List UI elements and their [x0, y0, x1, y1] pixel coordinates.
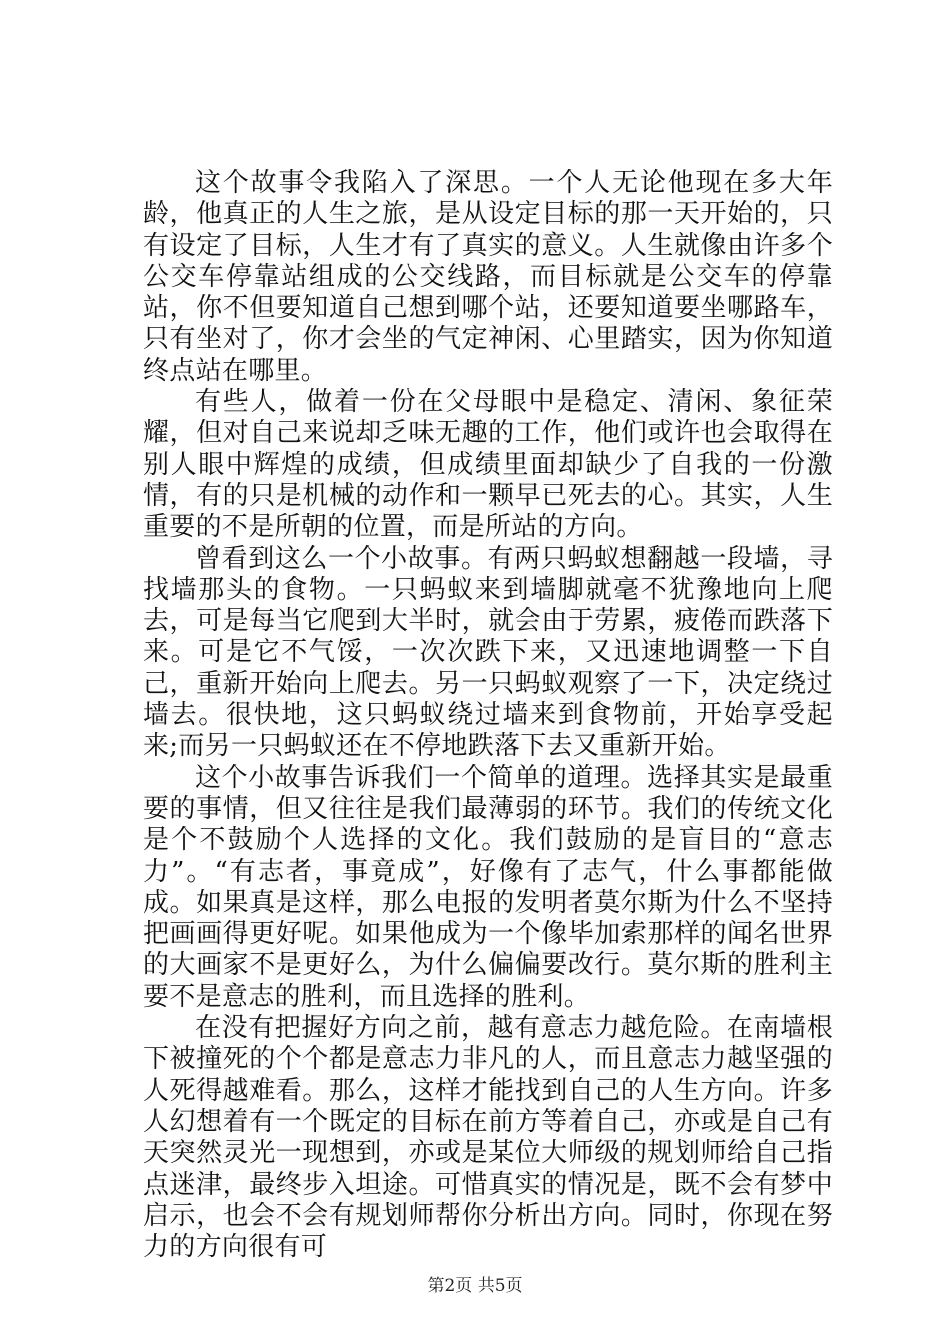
- paragraph-3: 曾看到这么一个小故事。有两只蚂蚁想翻越一段墙，寻找墙那头的食物。一只蚂蚁来到墙脚就毫不犹豫地向上爬去，可是每当它爬到大半时，就会由于劳累，疲倦而跌落下来。可是它不气馁，一次次跌下来，又迅速地调整一下自己，重新开始向上爬去。另一只蚂蚁观察了一下，决定绕过墙去。很快地，这只蚂蚁绕过墙来到食物前，开始享受起来;而另一只蚂蚁还在不停地跌落下去又重新开始。: [143, 543, 833, 762]
- paragraph-2: 有些人，做着一份在父母眼中是稳定、清闲、象征荣耀，但对自己来说却乏味无趣的工作，他们或许也会取得在别人眼中辉煌的成绩，但成绩里面却缺少了自我的一份激情，有的只是机械的动作和一颗早已死去的心。其实，人生重要的不是所朝的位置，而是所站的方向。: [143, 387, 833, 543]
- paragraph-4: 这个小故事告诉我们一个简单的道理。选择其实是最重要的事情，但又往往是我们最薄弱的环节。我们的传统文化是个不鼓励个人选择的文化。我们鼓励的是盲目的“意志力”。“有志者，事竟成”，好像有了志气，什么事都能做成。如果真是这样，那么电报的发明者莫尔斯为什么不坚持把画画得更好呢。如果他成为一个像毕加索那样的闻名世界的大画家不是更好么，为什么偏偏要改行。莫尔斯的胜利主要不是意志的胜利，而且选择的胜利。: [143, 762, 833, 1012]
- paragraph-5: 在没有把握好方向之前，越有意志力越危险。在南墙根下被撞死的个个都是意志力非凡的人，而且意志力越坚强的人死得越难看。那么，这样才能找到自己的人生方向。许多人幻想着有一个既定的目标在前方等着自己，亦或是自己有天突然灵光一现想到，亦或是某位大师级的规划师给自己指点迷津，最终步入坦途。可惜真实的情况是，既不会有梦中启示，也会不会有规划师帮你分析出方向。同时，你现在努力的方向很有可: [143, 1013, 833, 1263]
- paragraph-1: 这个故事令我陷入了深思。一个人无论他现在多大年龄，他真正的人生之旅，是从设定目标的那一天开始的，只有设定了目标，人生才有了真实的意义。人生就像由许多个公交车停靠站组成的公交线路，而目标就是公交车的停靠站，你不但要知道自己想到哪个站，还要知道要坐哪路车，只有坐对了，你才会坐的气定神闲、心里踏实，因为你知道终点站在哪里。: [143, 168, 833, 386]
- page-number-footer: 第2页 共5页: [427, 1276, 523, 1296]
- document-body: [143, 168, 833, 1263]
